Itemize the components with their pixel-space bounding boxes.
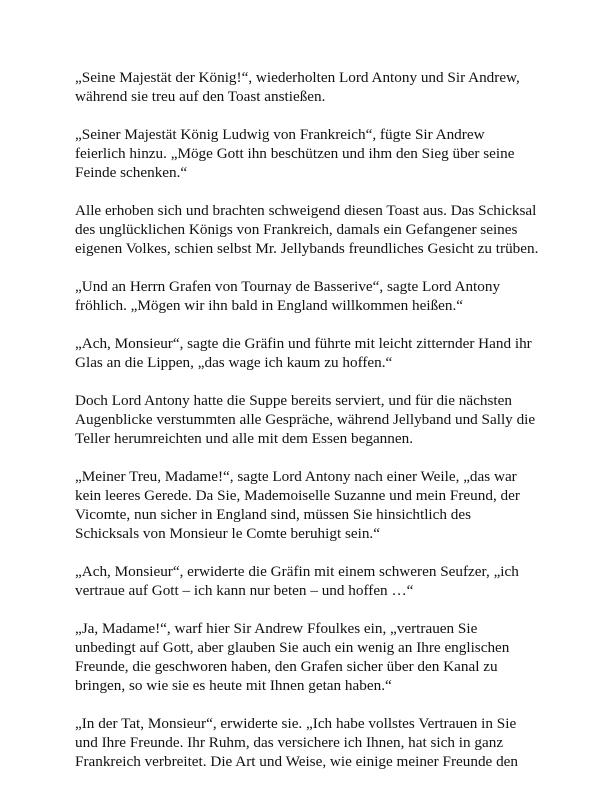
paragraph-3 (75, 201, 539, 258)
text-line: Glas an die Lippen, „das wage ich kaum zu hoffen.“ (75, 354, 393, 371)
text-line: vertraue auf Gott – ich kann nur beten – und hoffen …“ (75, 582, 414, 599)
paragraph-7 (75, 467, 525, 543)
text-line: Teller herumreichten und alle mit dem Essen begannen. (75, 430, 414, 447)
text-line: „Seine Majestät der König!“, wiederholten Lord Antony und Sir Andrew, (75, 69, 520, 86)
paragraph-10 (75, 714, 525, 771)
paragraph-1 (75, 68, 525, 106)
text-line: Alle erhoben sich und brachten schweigend diesen Toast aus. Das Schicksal (75, 202, 537, 219)
paragraph-5 (75, 334, 532, 372)
text-line: kein leeres Gerede. Da Sie, Mademoiselle Suzanne und mein Freund, der (75, 487, 520, 504)
text-line: des unglücklichen Königs von Frankreich, damals ein Gefangener seines (75, 221, 518, 238)
text-line: „Seiner Majestät König Ludwig von Frankreich“, fügte Sir Andrew (75, 126, 485, 143)
text-line: Doch Lord Antony hatte die Suppe bereits serviert, und für die nächsten (75, 392, 512, 409)
text-line: „Ach, Monsieur“, erwiderte die Gräfin mit einem schweren Seufzer, „ich (75, 563, 519, 580)
paragraph-8 (75, 562, 525, 600)
paragraph-9 (75, 619, 525, 695)
paragraph-4 (75, 277, 525, 315)
paragraph-6 (75, 391, 536, 448)
text-line: Feinde schenken.“ (75, 164, 188, 181)
paragraph-2 (75, 125, 525, 182)
text-line: „In der Tat, Monsieur“, erwiderte sie. „Ich habe vollstes Vertrauen in Sie (75, 715, 517, 732)
text-line: feierlich hinzu. „Möge Gott ihn beschützen und ihm den Sieg über seine (75, 145, 515, 162)
text-line: „Ach, Monsieur“, sagte die Gräfin und führte mit leicht zitternder Hand ihr (75, 335, 532, 352)
text-line: eigenen Volkes, schien selbst Mr. Jellybands freundliches Gesicht zu trüben. (75, 240, 539, 257)
text-line: Frankreich verbreitet. Die Art und Weise, wie einige meiner Freunde den (75, 753, 519, 770)
text-line: und Ihre Freunde. Ihr Ruhm, das versichere ich Ihnen, hat sich in ganz (75, 734, 504, 751)
text-line: unbedingt auf Gott, aber glauben Sie auch ein wenig an Ihre englischen (75, 639, 510, 656)
text-line: Schicksals von Monsieur le Comte beruhigt sein.“ (75, 525, 380, 542)
text-line: Augenblicke verstummten alle Gespräche, während Jellyband und Sally die (75, 411, 536, 428)
document-page (75, 68, 539, 790)
text-line: während sie treu auf den Toast anstießen. (75, 88, 326, 105)
text-line: Vicomte, nun sicher in England sind, müssen Sie hinsichtlich des (75, 506, 472, 523)
text-line: bringen, so wie sie es heute mit Ihnen getan haben.“ (75, 677, 392, 694)
text-line: Freunde, die geschworen haben, den Grafen sicher über den Kanal zu (75, 658, 498, 675)
text-line: „Meiner Treu, Madame!“, sagte Lord Antony nach einer Weile, „das war (75, 468, 517, 485)
text-line: „Ja, Madame!“, warf hier Sir Andrew Ffoulkes ein, „vertrauen Sie (75, 620, 478, 637)
text-line: fröhlich. „Mögen wir ihn bald in England willkommen heißen.“ (75, 297, 464, 314)
text-line: „Und an Herrn Grafen von Tournay de Basserive“, sagte Lord Antony (75, 278, 501, 295)
